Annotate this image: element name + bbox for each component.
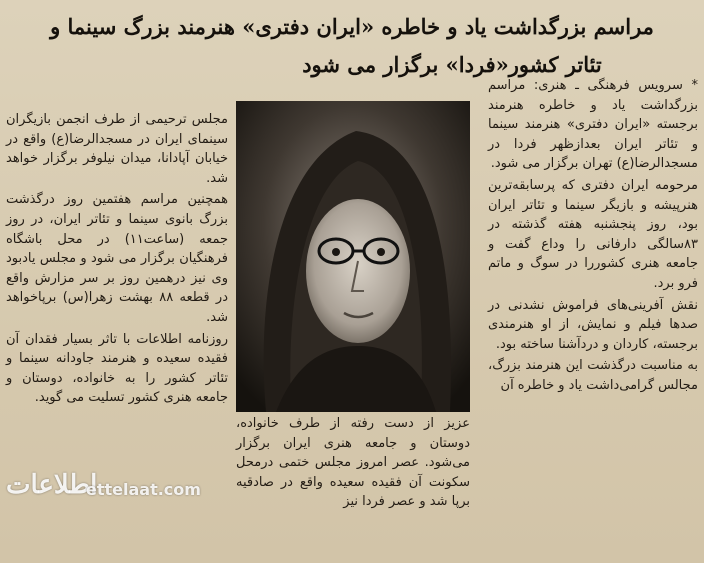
paragraph: روزنامه اطلاعات با تاثر بسیار فقدان آن فقیده سعیده و هنرمند جاودانه سینما و تئاتر کشور را به خانواده، دوستان و جامعه هنری کشور تسلیت می گوید. (6, 331, 228, 406)
paragraph: به مناسبت درگذشت این هنرمند بزرگ، مجالس گرامی‌داشت یاد و خاطره آن (488, 358, 698, 393)
article-column-left (6, 110, 228, 410)
portrait-illustration (236, 101, 470, 412)
paragraph: نقش آفرینی‌های فراموش نشدنی در صدها فیلم و نمایش، از او هنرمندی برجسته، کاردان و دردآشنا ساخته بود. (488, 297, 698, 352)
paragraph: * سرویس فرهنگی ـ هنری: مراسم بزرگداشت یاد و خاطره هنرمند برجسته «ایران دفتری» هنرمند سینما و تئاتر ایران بعدازظهر فردا در مسجدالرضا(ع) تهران برگزار می شود. (488, 78, 698, 172)
paragraph: مرحومه ایران دفتری که پرسابقه‌ترین هنرپیشه و بازیگر سینما و تئاتر ایران بود، روز پنجشنبه هفته گذشته در ۸۳سالگی دارفانی را وداع گفت و جامعه هنری کشوررا در سوگ و ماتم فرو برد. (488, 177, 698, 291)
headline-line-2: تئاتر کشور«فردا» برگزار می شود (302, 52, 602, 77)
portrait-photo (236, 101, 470, 412)
watermark (6, 460, 226, 520)
watermark-url: ettelaat.com (86, 480, 201, 499)
paragraph: همچنین مراسم هفتمین روز درگذشت بزرگ بانوی سینما و تئاتر ایران، در روز جمعه (ساعت۱۱) در محل باشگاه فرهنگیان برگزار می شود و مجلس یادبود وی نیز درهمین روز بر سر مزارش واقع در قطعه ۸۸ بهشت زهرا(س) برپاخواهد شد. (6, 192, 228, 325)
watermark-logo: اطلاعات (6, 470, 98, 500)
article-headline (10, 8, 694, 84)
paragraph: مجلس ترحیمی از طرف انجمن بازیگران سینمای ایران در مسجدالرضا(ع) واقع در خیابان آپادانا، میدان نیلوفر برگزار خواهد شد. (6, 112, 228, 186)
article-column-right (488, 76, 698, 398)
photo-caption-text: عزیز از دست رفته از طرف خانواده، دوستان و جامعه هنری ایران برگزار می‌شود. عصر امروز مجلس ختمی درمحل سکونت آن فقیده سعیده واقع در صادقیه برپا شد و عصر فردا نیز (236, 416, 470, 510)
headline-line-1: مراسم بزرگداشت یاد و خاطره «ایران دفتری» هنرمند بزرگ سینما و (50, 14, 654, 39)
